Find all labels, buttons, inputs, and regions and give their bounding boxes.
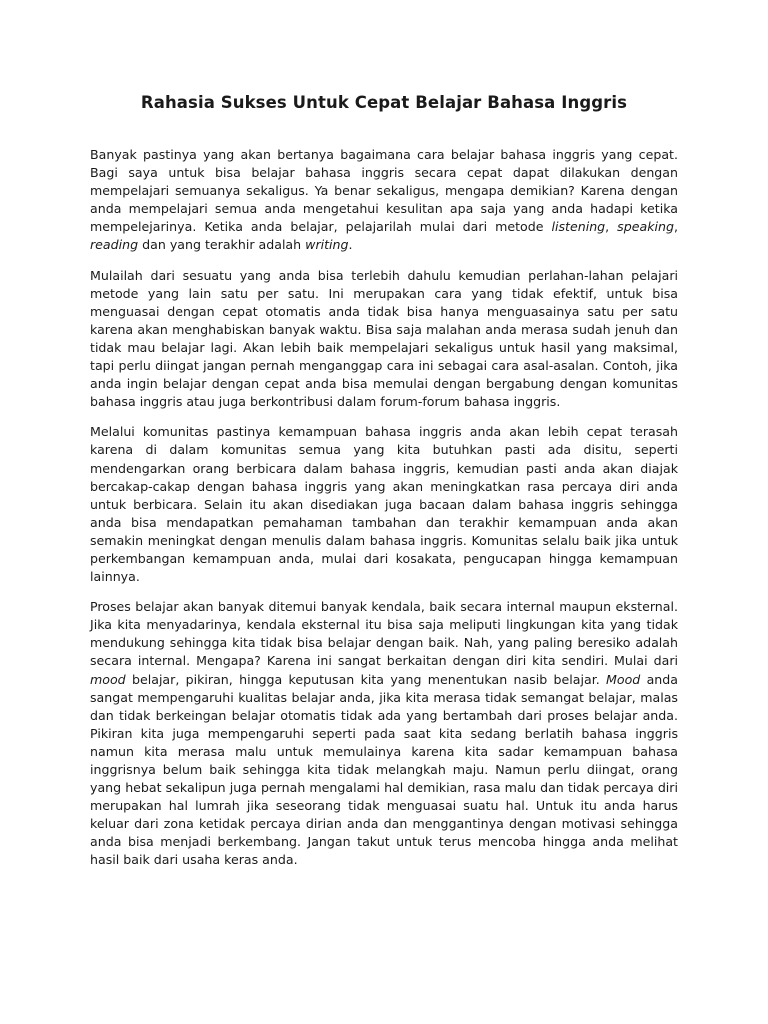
italic-term: mood	[90, 671, 126, 687]
text-run: Melalui komunitas pastinya kemampuan bahasa inggris anda akan lebih cepat terasah karena di dalam komunitas semua yang kita butuhkan pasti ada disitu, seperti mendengarkan orang berbicara dalam bahasa inggris, kemudian pasti anda akan diajak bercakap-cakap dengan bahasa inggris yang akan meningkatkan rasa percaya diri anda untuk berbicara. Selain itu akan disediakan juga bacaan dalam bahasa inggris sehingga anda bisa mendapatkan pemahaman tambahan dan terakhir kemampuan anda akan semakin meningkat dengan menulis dalam bahasa inggris. Komunitas selalu baik jika untuk perkembangan kemampuan anda, mulai dari kosakata, pengucapan hingga kemampuan lainnya.	[90, 424, 678, 585]
text-run: ,	[605, 219, 618, 235]
text-run: Proses belajar akan banyak ditemui banyak kendala, baik secara internal maupun eksternal. Jika kita menyadarinya, kendala eksternal itu bisa saja meliputi lingkungan kita yang tidak mendukung sehingga kita tidak bisa belajar dengan baik. Nah, yang paling beresiko adalah secara internal. Mengapa? Karena ini sangat berkaitan dengan diri kita sendiri. Mulai dari	[90, 599, 678, 669]
paragraph	[90, 423, 678, 586]
paragraph	[90, 267, 678, 412]
italic-term: writing	[305, 237, 349, 253]
text-run: .	[348, 237, 353, 253]
italic-term: reading	[90, 237, 139, 253]
text-run: belajar, pikiran, hingga keputusan kita yang menentukan nasib belajar.	[125, 671, 607, 687]
italic-term: Mood	[606, 671, 641, 687]
text-run: Mulailah dari sesuatu yang anda bisa terlebih dahulu kemudian perlahan-lahan pelajari metode yang lain satu per satu. Ini merupakan cara yang tidak efektif, untuk bisa menguasai dengan cepat otomatis anda tidak bisa hanya menguasainya satu per satu karena akan menghabiskan banyak waktu. Bisa saja malahan anda merasa sudah jenuh dan tidak mau belajar lagi. Akan lebih baik mempelajari sekaligus untuk hasil yang maksimal, tapi perlu diingat jangan pernah menganggap cara ini sebagai cara asal-asalan. Contoh, jika anda ingin belajar dengan cepat anda bisa memulai dengan bergabung dengan komunitas bahasa inggris atau juga berkontribusi dalam forum-forum bahasa inggris.	[90, 267, 678, 410]
document-body	[90, 146, 678, 870]
paragraph	[90, 146, 678, 255]
text-run: ,	[673, 219, 678, 235]
italic-term: listening	[551, 219, 606, 235]
document-page	[90, 0, 678, 882]
text-run: dan yang terakhir adalah	[138, 237, 306, 253]
italic-term: speaking	[617, 219, 674, 235]
paragraph	[90, 598, 678, 869]
text-run: Banyak pastinya yang akan bertanya bagaimana cara belajar bahasa inggris yang cepat. Bagi saya untuk bisa belajar bahasa inggris secara cepat dapat dilakukan dengan mempelajari semuanya sekaligus. Ya benar sekaligus, mengapa demikian? Karena dengan anda mempelajari semua anda mengetahui kesulitan apa saja yang anda hadapi ketika mempelejarinya. Ketika anda belajar, pelajarilah mulai dari metode	[90, 147, 678, 235]
document-title: Rahasia Sukses Untuk Cepat Belajar Bahasa Inggris	[140, 93, 628, 112]
text-run: anda sangat mempengaruhi kualitas belajar anda, jika kita merasa tidak semangat belajar, malas dan tidak berkeingan belajar otomatis tidak ada yang bertambah dari proses belajar anda. Pikiran kita juga mempengaruhi seperti pada saat kita sedang berlatih bahasa inggris namun kita merasa malu untuk memulainya karena kita sadar kemampuan bahasa inggrisnya belum baik sehingga kita tidak melangkah maju. Namun perlu diingat, orang yang hebat sekalipun juga pernah mengalami hal demikian, rasa malu dan tidak percaya diri merupakan hal lumrah jika seseorang tidak menguasai suatu hal. Untuk itu anda harus keluar dari zona ketidak percaya dirian anda dan menggantinya dengan motivasi sehingga anda bisa menjadi berkembang. Jangan takut untuk terus mencoba hingga anda melihat hasil baik dari usaha keras anda.	[90, 671, 678, 868]
